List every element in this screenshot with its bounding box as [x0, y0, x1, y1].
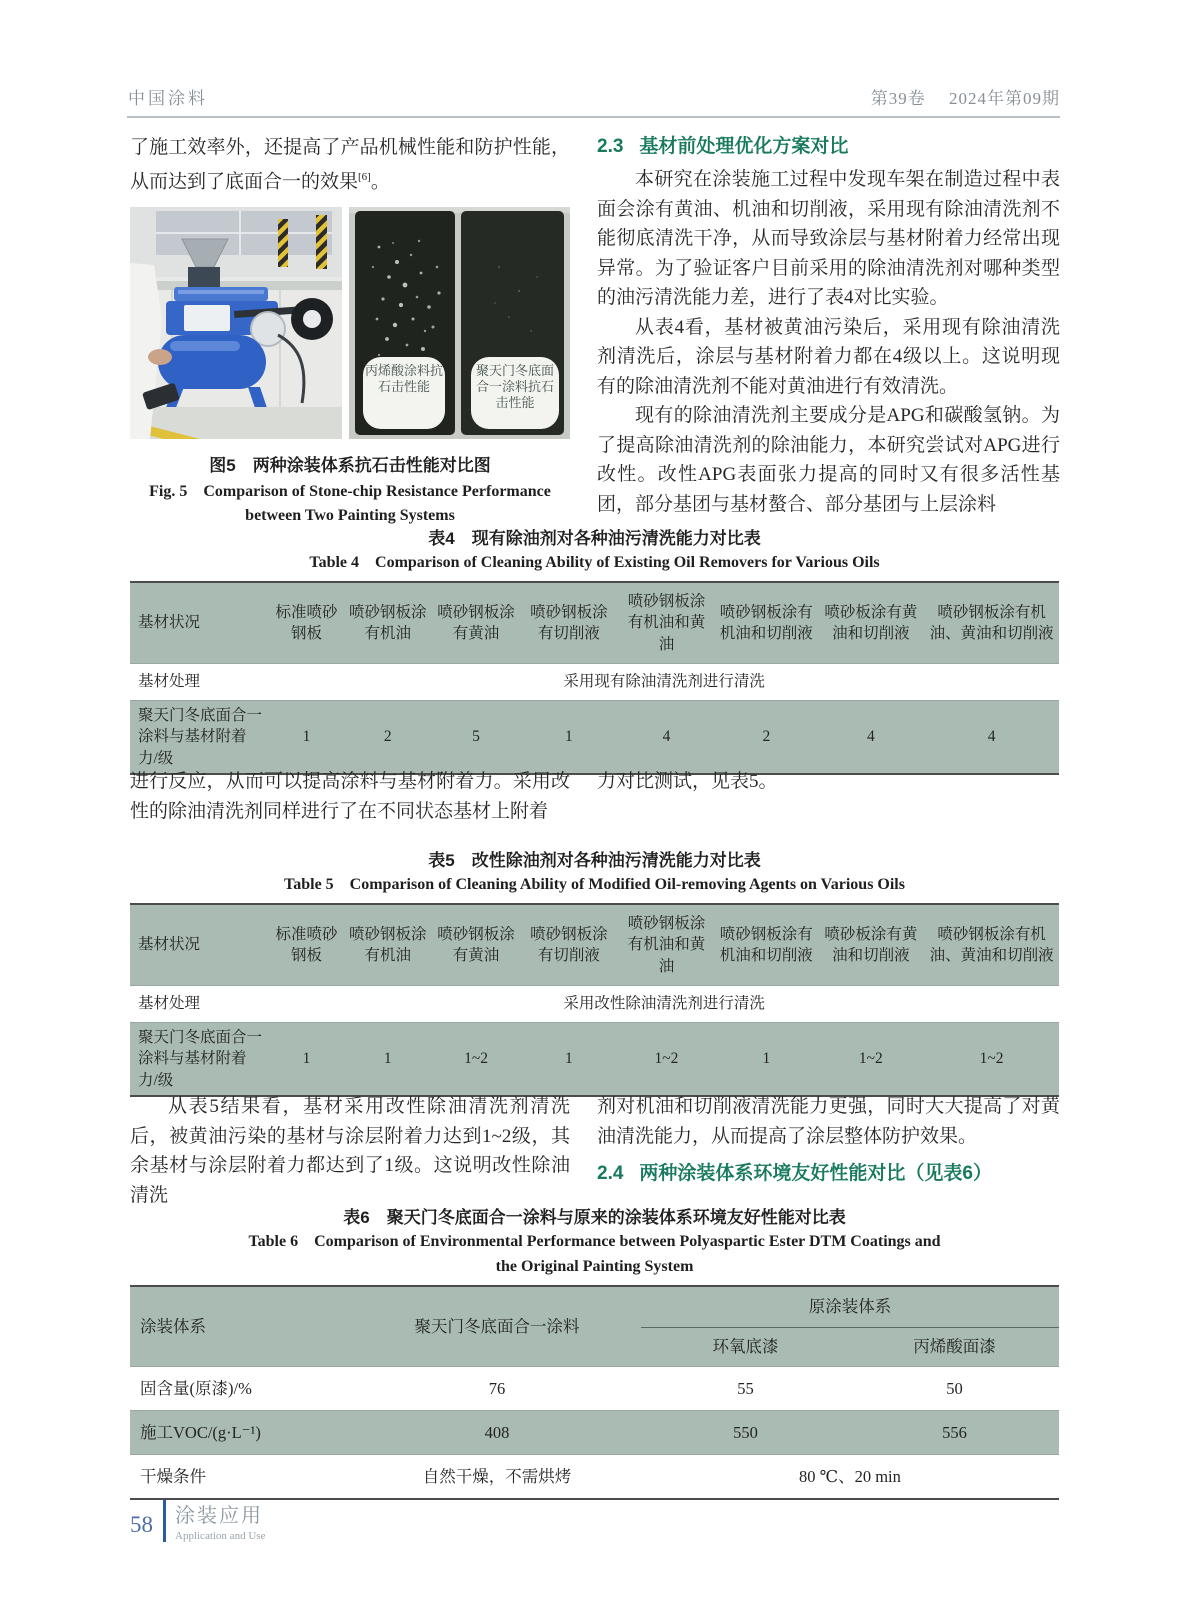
journal-name: 中国涂料 — [128, 89, 208, 108]
table-6-header-row-1: 涂装体系 聚天门冬底面合一涂料 原涂装体系 — [130, 1286, 1059, 1328]
table-5-block — [130, 846, 1059, 1097]
left-column — [130, 133, 570, 528]
table-5-title-cn: 表5 改性除油剂对各种油污清洗能力对比表 — [428, 851, 761, 870]
bottom-text-left: 从表5结果看，基材采用改性除油清洗剂清洗后，被黄油污染的基材与涂层附着力达到1~2级，其余基材与涂层附着力都达到了1级。这说明改性除油清洗 — [130, 1096, 570, 1206]
table-6-title-en: Table 6 Comparison of Environmental Performance between Polyaspartic Ester DTM Coatings and the Original Painting System — [248, 1233, 941, 1275]
right-paragraph-2: 从表4看，基材被黄油污染后，采用现有除油清洗剂清洗后，涂层与基材附着力都在4级以上。这说明现有的除油清洗剂不能对黄油进行有效清洗。 — [597, 316, 1060, 397]
right-column — [597, 131, 1060, 519]
table-5-title-en: Table 5 Comparison of Cleaning Ability of Modified Oil-removing Agents on Various Oils — [284, 876, 905, 893]
table-6-row-solids: 固含量(原漆)/% 76 55 50 — [130, 1367, 1059, 1411]
mid-text — [130, 767, 1060, 826]
right-paragraph-3: 现有的除油清洗剂主要成分是APG和碳酸氢钠。为了提高除油清洗剂的除油能力，本研究尝试对APG进行改性。改性APG表面张力提高的同时又有很多活性基团，部分基团与基材螯合、部分基团与上层涂料 — [597, 405, 1060, 515]
section-heading-2-4: 2.4 两种涂装体系环境友好性能对比（见表6） — [597, 1163, 992, 1184]
table-6-block — [130, 1203, 1059, 1500]
table-5-values-row: 聚天门冬底面合一涂料与基材附着力/级 1 1 1~2 1 1~2 1 1~2 1~2 — [130, 1023, 1059, 1097]
table-6-row-voc: 施工VOC/(g·L⁻¹) 408 550 556 — [130, 1411, 1059, 1455]
page-header — [128, 84, 1060, 109]
page-number: 58 — [130, 1511, 153, 1537]
header-rule — [127, 116, 1060, 118]
issue-label: 2024年第09期 — [949, 89, 1060, 108]
footer-section — [175, 1499, 265, 1542]
bottom-text-right-paragraph: 剂对机油和切削液清洗能力更强，同时大大提高了对黄油清洗能力，从而提高了涂层整体防护效果。 — [597, 1096, 1060, 1147]
table-6-row-drying: 干燥条件 自然干燥，不需烘烤 80 ℃、20 min — [140, 1466, 901, 1486]
photo-test-panels — [349, 207, 570, 439]
photo-test-machine — [130, 207, 342, 439]
mid-text-right: 力对比测试，见表5。 — [597, 771, 778, 792]
volume-label: 第39卷 — [870, 89, 926, 108]
table-4 — [130, 581, 1059, 775]
bottom-text-right — [597, 1092, 1060, 1210]
table-4-treatment-row: 基材处理 采用现有除油清洗剂进行清洗 — [130, 664, 1059, 701]
citation-ref: [6] — [358, 170, 371, 183]
figure-caption-cn: 图5 两种涂装体系抗石击性能对比图 — [209, 456, 491, 476]
panel-label-polyaspartic: 聚天门冬底面合一涂料抗石击性能 — [475, 363, 554, 411]
mid-text-left: 进行反应，从而可以提高涂料与基材附着力。采用改性的除油清洗剂同样进行了在不同状态基材上附着 — [130, 771, 570, 822]
right-paragraph-1: 本研究在涂装施工过程中发现车架在制造过程中表面会涂有黄油、机油和切削液，采用现有除油清洗剂不能彻底清洗干净，从而导致涂层与基材附着力经常出现异常。为了验证客户目前采用的除油清洗剂对哪种类型的油污清洗能力差，进行了表4对比实验。 — [597, 169, 1060, 308]
table-5-header-row: 基材状况 标准喷砂钢板 喷砂钢板涂有机油 喷砂钢板涂有黄油 喷砂钢板涂有切削液 喷砂钢板涂有机油和黄油 喷砂钢板涂有机油和切削液 喷砂板涂有黄油和切削液 喷砂钢板涂有机油、黄油和切削液 — [130, 904, 1059, 986]
footer-section-en: Application and Use — [175, 1530, 266, 1542]
machine-photo-illustration — [130, 207, 342, 439]
bottom-text — [130, 1092, 1060, 1210]
table-4-values-row: 聚天门冬底面合一涂料与基材附着力/级 1 2 5 1 4 2 4 4 — [130, 701, 1059, 775]
issue-info — [853, 84, 1060, 109]
left-paragraph: 了施工效率外，还提高了产品机械性能和防护性能，从而达到了底面合一的效果[6]。 — [130, 137, 570, 192]
footer-divider-bar — [163, 1500, 166, 1542]
table-5 — [130, 903, 1059, 1097]
table-4-title-cn: 表4 现有除油剂对各种油污清洗能力对比表 — [428, 529, 761, 548]
table-5-treatment-row: 基材处理 采用改性除油清洗剂进行清洗 — [130, 986, 1059, 1023]
table-6 — [130, 1285, 1059, 1500]
section-heading-2-3: 2.3 基材前处理优化方案对比 — [597, 136, 849, 157]
page-footer — [130, 1499, 265, 1542]
table-4-title-en: Table 4 Comparison of Cleaning Ability of Existing Oil Removers for Various Oils — [309, 554, 880, 571]
figure-caption-en: Fig. 5 Comparison of Stone-chip Resistance Performance between Two Painting Systems — [149, 483, 551, 525]
table-6-header-row-2: 环氧底漆 丙烯酸面漆 — [130, 1328, 1059, 1367]
panel-label-acrylic: 丙烯酸涂料抗石击性能 — [364, 363, 443, 395]
table-4-block — [130, 524, 1059, 775]
table-4-header-row: 基材状况 标准喷砂钢板 喷砂钢板涂有机油 喷砂钢板涂有黄油 喷砂钢板涂有切削液 喷砂钢板涂有机油和黄油 喷砂钢板涂有机油和切削液 喷砂板涂有黄油和切削液 喷砂钢板涂有机油、黄油和切削液 — [130, 582, 1059, 664]
figure-5 — [130, 207, 570, 439]
footer-section-cn: 涂装应用 — [175, 1505, 263, 1527]
table-6-title-cn: 表6 聚天门冬底面合一涂料与原来的涂装体系环境友好性能对比表 — [343, 1208, 846, 1227]
